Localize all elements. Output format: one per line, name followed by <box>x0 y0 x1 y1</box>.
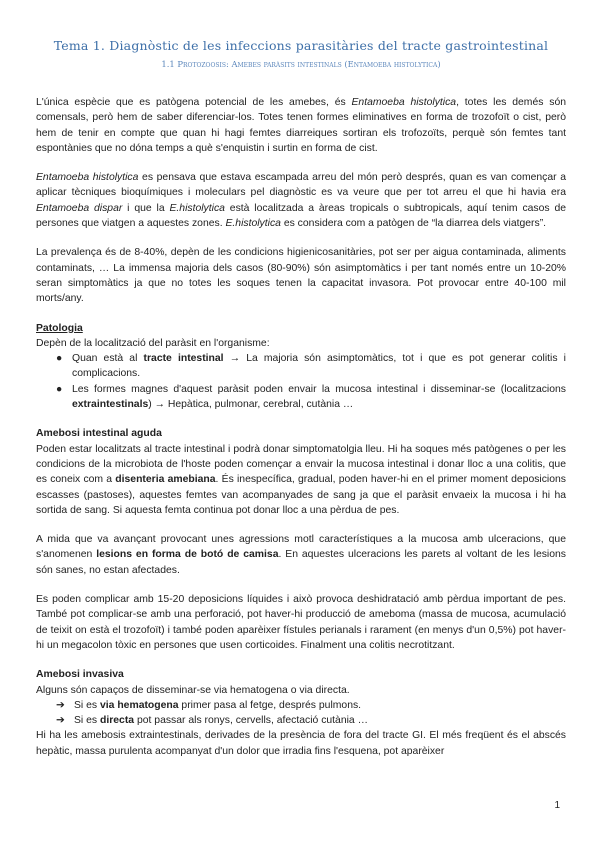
page-subtitle: 1.1 Protozoosis: Amebes paràsits intestinals (Entamoeba histolytica) <box>161 59 441 69</box>
intro-paragraph-3: La prevalença és de 8-40%, depèn de les condicions higienicosanitàries, pot ser per aigua contaminada, aliments contaminats, … La immensa majoria dels casos (80-90%) són asimptomàtics i per tant només entre un 10-20% seran simptomàtics ja que no totes les soques tenen la capacitat invasora. Pot provocar entre 40-100 mil morts/any. <box>36 247 566 305</box>
bullet-icon: ● <box>56 383 63 395</box>
page-title: Tema 1. Diagnòstic de les infeccions parasitàries del tracte gastrointestinal <box>53 38 549 53</box>
page-number: 1 <box>554 800 560 811</box>
section-heading-patologia: Patologia <box>36 322 83 334</box>
section-heading-amebosi-invasiva: Amebosi invasiva <box>36 669 124 681</box>
amebosi-intestinal-paragraph-3: Es poden complicar amb 15-20 deposicions líquides i això provoca deshidratació amb pèrdua important de pes. També pot complicar-se amb una perforació, pot haver-hi producció de ameboma (massa de mucosa, acumulació de teixit on està el trozofoït) i també poden aparèixer fístules perianals i rarament (en menys d'un 0,5%) pot haver-hi un megacolon tòxic en persones que usen corticoides. Finalment una colitis necrotitzant. <box>36 594 566 651</box>
list-item: ● Les formes magnes d'aquest paràsit poden envair la mucosa intestinal i disseminar-se (localitzacions extraintestinals) → Hepàtica, pulmonar, cerebral, cutània … <box>56 383 566 411</box>
patologia-lead: Depèn de la localització del paràsit en l'organisme: <box>36 337 270 349</box>
section-heading-amebosi-intestinal: Amebosi intestinal aguda <box>36 428 162 440</box>
amebosi-intestinal-paragraph-2: A mida que va avançant provocant unes agressions motl característiques a la mucosa amb ulceracions, que s'anomenen lesions en forma de botó de camisa. En aquestes ulceracions les parets al voltant de les lesions són sanes, no estan afectades. <box>36 534 566 576</box>
intro-paragraph-1: L'única espècie que es patògena potencial de les amebes, és Entamoeba histolytica, totes les demés són comensals, però hem de saber diferenciar-los. Totes tenen formes eliminatives en forma de trozofoït o cist, però hem de tenir en compte que quan hi hagi femtes diarreiques sortiran els trofozoïts, perquè són femtes tant espontànies que no dóna temps a què s'enquistin i surtin en forma de cist. <box>36 97 566 154</box>
list-item: ➔ Si es via hematogena primer pasa al fetge, després pulmons. <box>56 698 566 713</box>
patologia-list <box>36 351 566 412</box>
document-page <box>36 0 566 759</box>
arrow-right-icon: ➔ <box>56 699 65 711</box>
arrow-right-icon: ➔ <box>56 715 65 727</box>
intro-paragraph-2: Entamoeba histolytica es pensava que estava escampada arreu del món però després, quan es van començar a aplicar tècniques bioquímiques i moleculars pel diagnòstic es va veure que per tot arreu el que hi havia era Entamoeba dispar i que la E.histolytica està localitzada a àreas tropicals o subtropicals, aquí tenim casos de persones que viatgen a aquestes zones. E.histolytica es considera com a patògen de “la diarrea dels viatgers”. <box>36 172 566 230</box>
amebosi-invasiva-lead: Alguns són capaços de disseminar-se via hematogena o via directa. <box>36 684 350 696</box>
amebosi-invasiva-list <box>36 698 566 729</box>
amebosi-intestinal-paragraph-1: Poden estar localitzats al tracte intestinal i podrà donar simptomatolgia lleu. Hi ha soques més patògenes o per les condicions de la microbiota de l'hoste poden començar a envair la mucosa intestinal i donar lloc a una colitis, que es coneix com a disenteria amebiana. És inespecífica, gradual, poden haver-hi en el primer moment deposicions escasses (pastoses), aquestes femtes van acompanyades de sang ja que el paràsit envaeix la mucosa i hi ha sortida de sang. Si aquesta femta continua pot donar lloc a una pèrdua de pes. <box>36 443 566 516</box>
bullet-icon: ● <box>56 353 63 365</box>
list-item: ➔ Si es directa pot passar als ronys, cervells, afectació cutània … <box>56 713 566 728</box>
amebosi-invasiva-paragraph-1: Hi ha les amebosis extraintestinals, derivades de la presència de fora del tracte GI. El més freqüent és el abscés hepàtic, massa purulenta acompanyat d'un dolor que irradia fins l'esquena, pot aparèixer <box>36 730 566 757</box>
list-item: ● Quan està al tracte intestinal → La majoria són asimptomàtics, tot i que es pot generar colitis i complicacions. <box>56 353 566 380</box>
